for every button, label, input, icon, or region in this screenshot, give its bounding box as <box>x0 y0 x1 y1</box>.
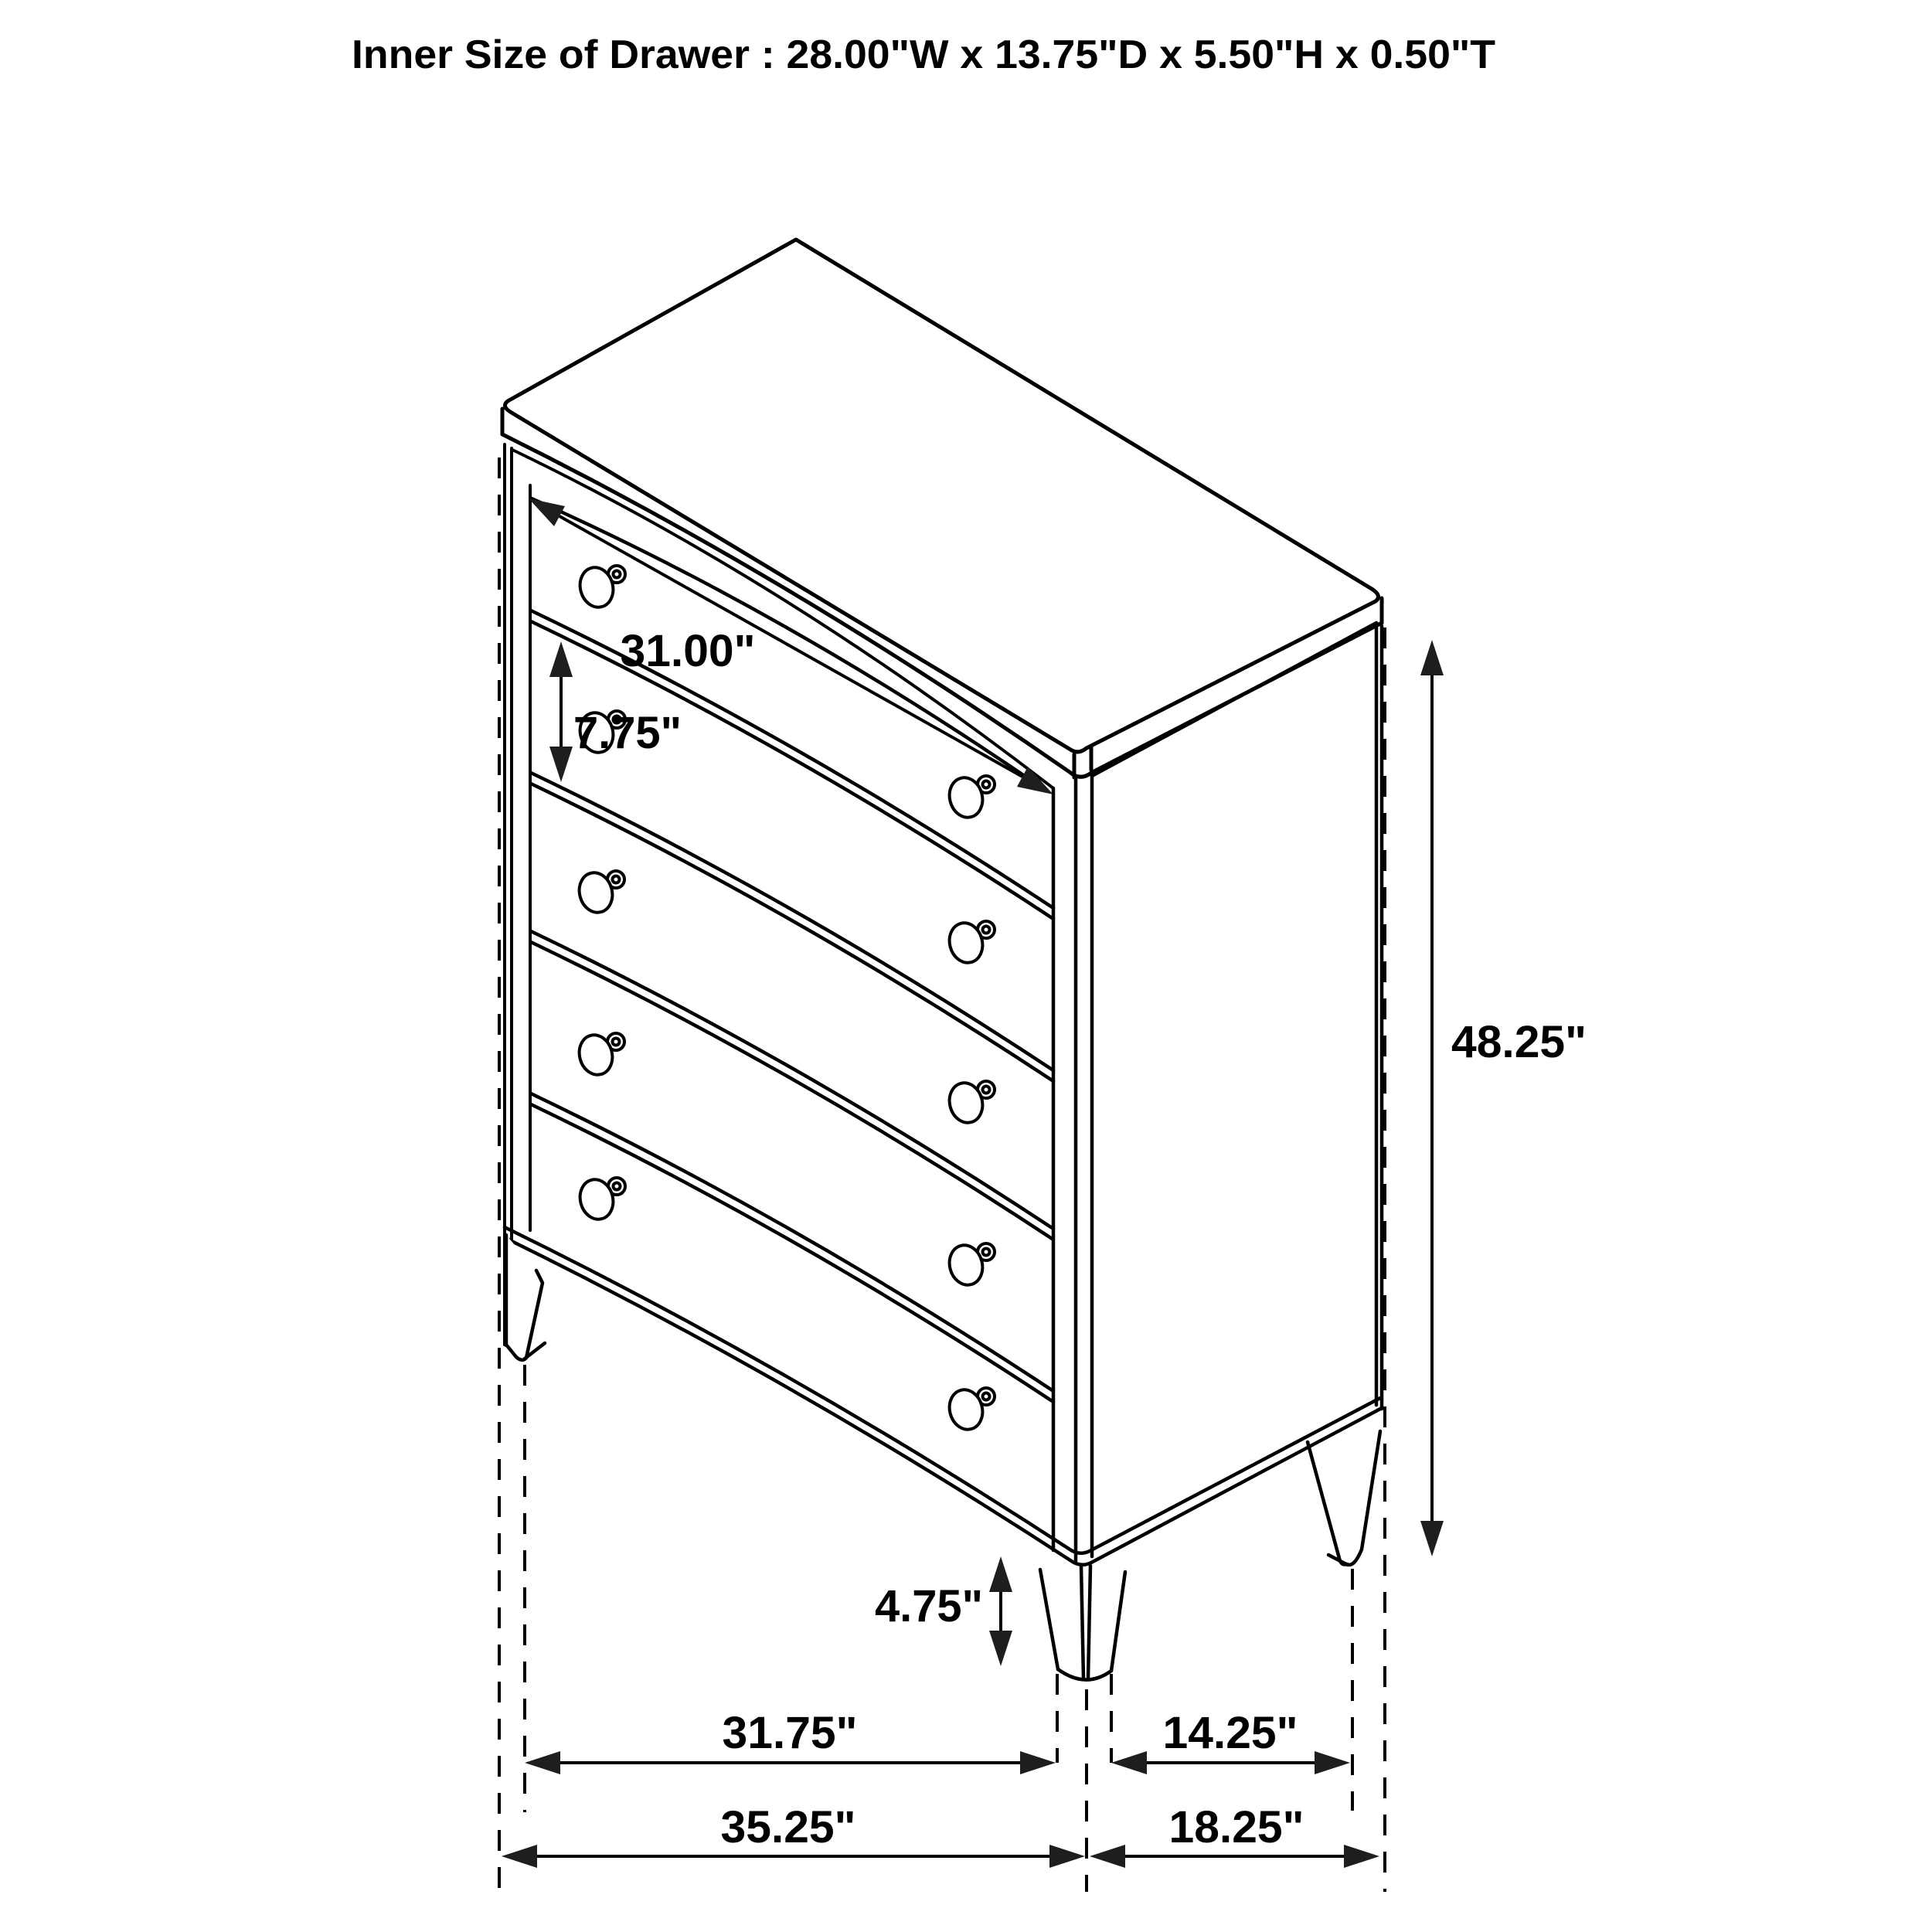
label-overall-height: 48.25" <box>1451 1017 1587 1067</box>
right-leg-front-edge <box>1308 1442 1340 1561</box>
bottom-rail-top <box>505 1227 1380 1553</box>
chest-right-side <box>1053 623 1382 1561</box>
label-overall-width: 35.25" <box>720 1802 856 1852</box>
label-front-span: 31.75" <box>722 1708 858 1758</box>
knob <box>576 563 625 611</box>
front-leg-left-edge <box>1040 1570 1058 1669</box>
front-leg-right-edge <box>1111 1572 1125 1671</box>
dimension-arrows <box>502 498 1444 1868</box>
label-drawer-height: 7.75" <box>573 708 682 758</box>
knob <box>945 1241 995 1288</box>
label-side-span: 14.25" <box>1162 1708 1298 1758</box>
label-overall-depth: 18.25" <box>1168 1802 1304 1852</box>
knob <box>576 1175 625 1223</box>
label-leg-height: 4.75" <box>875 1581 983 1631</box>
label-drawer-width: 31.00" <box>620 626 756 676</box>
chest-outline <box>502 240 1382 1680</box>
drawer-knobs <box>575 563 995 1433</box>
bottom-rail-bottom <box>507 1239 1382 1565</box>
front-leg-corner-a <box>1081 1566 1083 1679</box>
right-leg-outline <box>1340 1431 1380 1565</box>
knob <box>945 1386 995 1433</box>
knob <box>575 1031 624 1078</box>
dim-drawer-height-arrow <box>549 641 573 782</box>
knob <box>945 774 995 821</box>
chest-top-slab <box>502 240 1382 777</box>
dim-leg-height-arrow <box>989 1556 1012 1666</box>
dim-overall-height-arrow <box>1420 640 1444 1556</box>
front-leg-corner-b <box>1088 1566 1090 1679</box>
knob <box>945 919 995 966</box>
knob <box>945 1079 995 1126</box>
diagram-title: Inner Size of Drawer : 28.00"W x 13.75"D x 5.50"H x 0.50"T <box>352 32 1496 77</box>
knob <box>575 869 624 916</box>
